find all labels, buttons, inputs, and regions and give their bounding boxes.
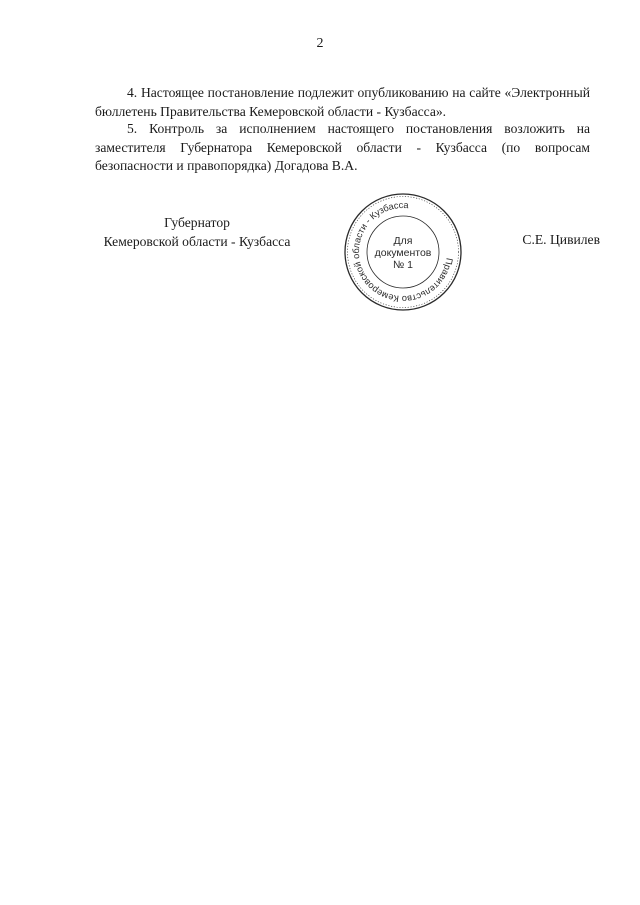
signatory-title	[72, 214, 322, 251]
stamp-center-line-1: Для	[393, 235, 413, 247]
paragraph-5: 5. Контроль за исполнением настоящего постановления возложить на заместителя Губернатора Кемеровской области - Кузбасса (по вопросам безопасности и правопорядка) Догадова В.А.	[95, 121, 590, 173]
official-stamp-seal	[341, 190, 465, 314]
paragraph-4: 4. Настоящее постановление подлежит опубликованию на сайте «Электронный бюллетень Правительства Кемеровской области - Кузбасса».	[95, 85, 590, 119]
signatory-title-line-2: Кемеровской области - Кузбасса	[103, 233, 291, 249]
signatory-title-line-1: Губернатор	[164, 215, 230, 230]
stamp-ring-text: Правительство Кемеровской области - Кузбасса	[350, 199, 455, 305]
stamp-center-line-2: документов	[374, 247, 432, 259]
page-number: 2	[316, 36, 324, 51]
signatory-name: С.Е. Цивилев	[522, 232, 600, 247]
official-stamp	[341, 190, 465, 314]
stamp-center-line-3: № 1	[392, 259, 414, 271]
